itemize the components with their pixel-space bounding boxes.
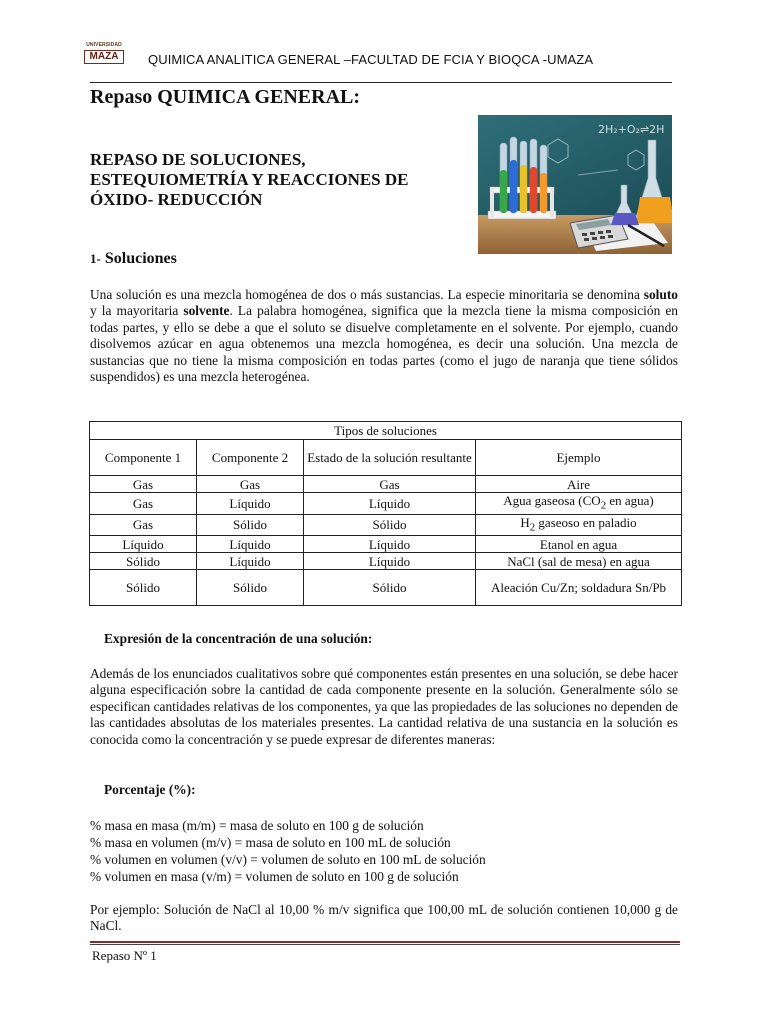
table-row <box>90 536 682 553</box>
table-cell <box>476 493 682 515</box>
page-header: QUIMICA ANALITICA GENERAL –FACULTAD DE FCIA Y BIOQCA -UMAZA <box>148 52 594 67</box>
cell-text: Agua gaseosa (CO <box>503 493 601 508</box>
header-divider <box>90 82 672 83</box>
header-cell: Componente 2 <box>197 440 304 476</box>
header-cell: Ejemplo <box>476 440 682 476</box>
table-cell: NaCl (sal de mesa) en agua <box>476 553 682 570</box>
table-cell: Líquido <box>197 553 304 570</box>
table-header-row <box>90 440 682 476</box>
svg-text:2H₂+O₂⇌2H: 2H₂+O₂⇌2H <box>598 123 665 136</box>
table-row <box>90 553 682 570</box>
table-cell: Gas <box>90 514 197 536</box>
subsection-number: 1- <box>90 251 101 266</box>
term-soluto: soluto <box>643 287 678 302</box>
table-cell: Gas <box>90 493 197 515</box>
term-solvente: solvente <box>183 303 230 319</box>
table-cell: Aire <box>476 476 682 493</box>
cell-text: en agua) <box>606 493 654 508</box>
percentage-line-mm: % masa en masa (m/m) = masa de soluto en 100 g de solución <box>90 818 424 833</box>
table-cell: Sólido <box>197 570 304 606</box>
table-row <box>90 514 682 536</box>
table-cell: Gas <box>304 476 476 493</box>
table-caption: Tipos de soluciones <box>90 422 682 440</box>
table-cell: Líquido <box>197 493 304 515</box>
document-title: Repaso QUIMICA GENERAL: <box>90 86 361 108</box>
table-cell: Sólido <box>90 553 197 570</box>
page-footer: Repaso Nº 1 <box>92 948 157 963</box>
concentration-heading: Expresión de la concentración de una solución: <box>104 631 373 646</box>
percentage-heading: Porcentaje (%): <box>104 782 196 797</box>
intro-text-1: Una solución es una mezcla homogénea de dos o más sustancias. La especie minoritaria se denomina <box>90 287 644 302</box>
logo-top-text: UNIVERSIDAD <box>86 42 122 48</box>
cell-text: gaseoso en paladio <box>535 514 637 530</box>
header-cell: Componente 1 <box>90 440 197 476</box>
table-cell: Sólido <box>304 514 476 536</box>
table-cell: Sólido <box>197 514 304 536</box>
intro-text-3: . La palabra homogénea, significa que la mezcla tiene la misma composición en todas partes, y ello se debe a que el soluto se disuelve completamente en el solvente. Por ejemplo, cuando disolvemos azúcar en agua obtenemos una mezcla homogénea, es decir una solución. Una mezcla de sustancias que no tiene la misma composición en todas partes (como el jugo de naranja que tiene sólidos suspendidos) es una mezcla heterogénea. <box>90 303 679 385</box>
subscript: 2 <box>600 499 607 512</box>
intro-paragraph <box>90 287 678 385</box>
table-cell: Sólido <box>304 570 476 606</box>
percentage-line-mv: % masa en volumen (m/v) = masa de soluto en 100 mL de solución <box>90 835 451 850</box>
table-cell: Aleación Cu/Zn; soldadura Sn/Pb <box>476 570 682 606</box>
subsection-title: Soluciones <box>104 250 177 267</box>
table-cell: Sólido <box>90 570 197 606</box>
concentration-paragraph: Además de los enunciados cualitativos sobre qué componentes están presentes en una solución, se debe hacer alguna especificación sobre la cantidad de cada componente presente en la solución. Generalmente sólo se especifican cantidades relativas de los componentes, ya que las propiedades de las soluciones no dependen de las cantidades absolutas de los materiales presentes. La cantidad relativa de una sustancia en la solución es conocida como la concentración y se puede expresar de diferentes maneras: <box>90 666 678 747</box>
header-cell: Estado de la solución resultante <box>304 440 476 476</box>
laboratory-photo <box>478 115 672 254</box>
logo-name: MAZA <box>84 50 124 64</box>
university-logo <box>83 42 125 64</box>
table-cell <box>476 514 682 536</box>
table-cell: Gas <box>197 476 304 493</box>
footer-divider-thin <box>90 944 680 945</box>
section-title: REPASO DE SOLUCIONES, ESTEQUIOMETRÍA Y REACCIONES DE ÓXIDO- REDUCCIÓN <box>90 150 409 209</box>
intro-text-2: y la mayoritaria <box>90 303 184 319</box>
percentage-line-vv: % volumen en volumen (v/v) = volumen de soluto en 100 mL de solución <box>90 852 486 867</box>
table-cell: Líquido <box>304 553 476 570</box>
table-row <box>90 476 682 493</box>
subsection-heading <box>90 250 177 268</box>
cell-text: H <box>520 514 530 530</box>
table-row <box>90 570 682 606</box>
footer-divider <box>90 941 680 943</box>
table-cell: Líquido <box>197 536 304 553</box>
table-cell: Gas <box>90 476 197 493</box>
table-cell: Líquido <box>304 493 476 515</box>
example-paragraph: Por ejemplo: Solución de NaCl al 10,00 % m/v significa que 100,00 mL de solución contienen 10,000 g de NaCl. <box>90 902 678 934</box>
percentage-line-vm: % volumen en masa (v/m) = volumen de soluto en 100 g de solución <box>90 869 459 884</box>
table-cell: Líquido <box>90 536 197 553</box>
table-cell: Líquido <box>304 536 476 553</box>
solution-types-table <box>89 421 682 606</box>
table-row <box>90 493 682 515</box>
table-cell: Etanol en agua <box>476 536 682 553</box>
subscript: 2 <box>529 521 536 534</box>
